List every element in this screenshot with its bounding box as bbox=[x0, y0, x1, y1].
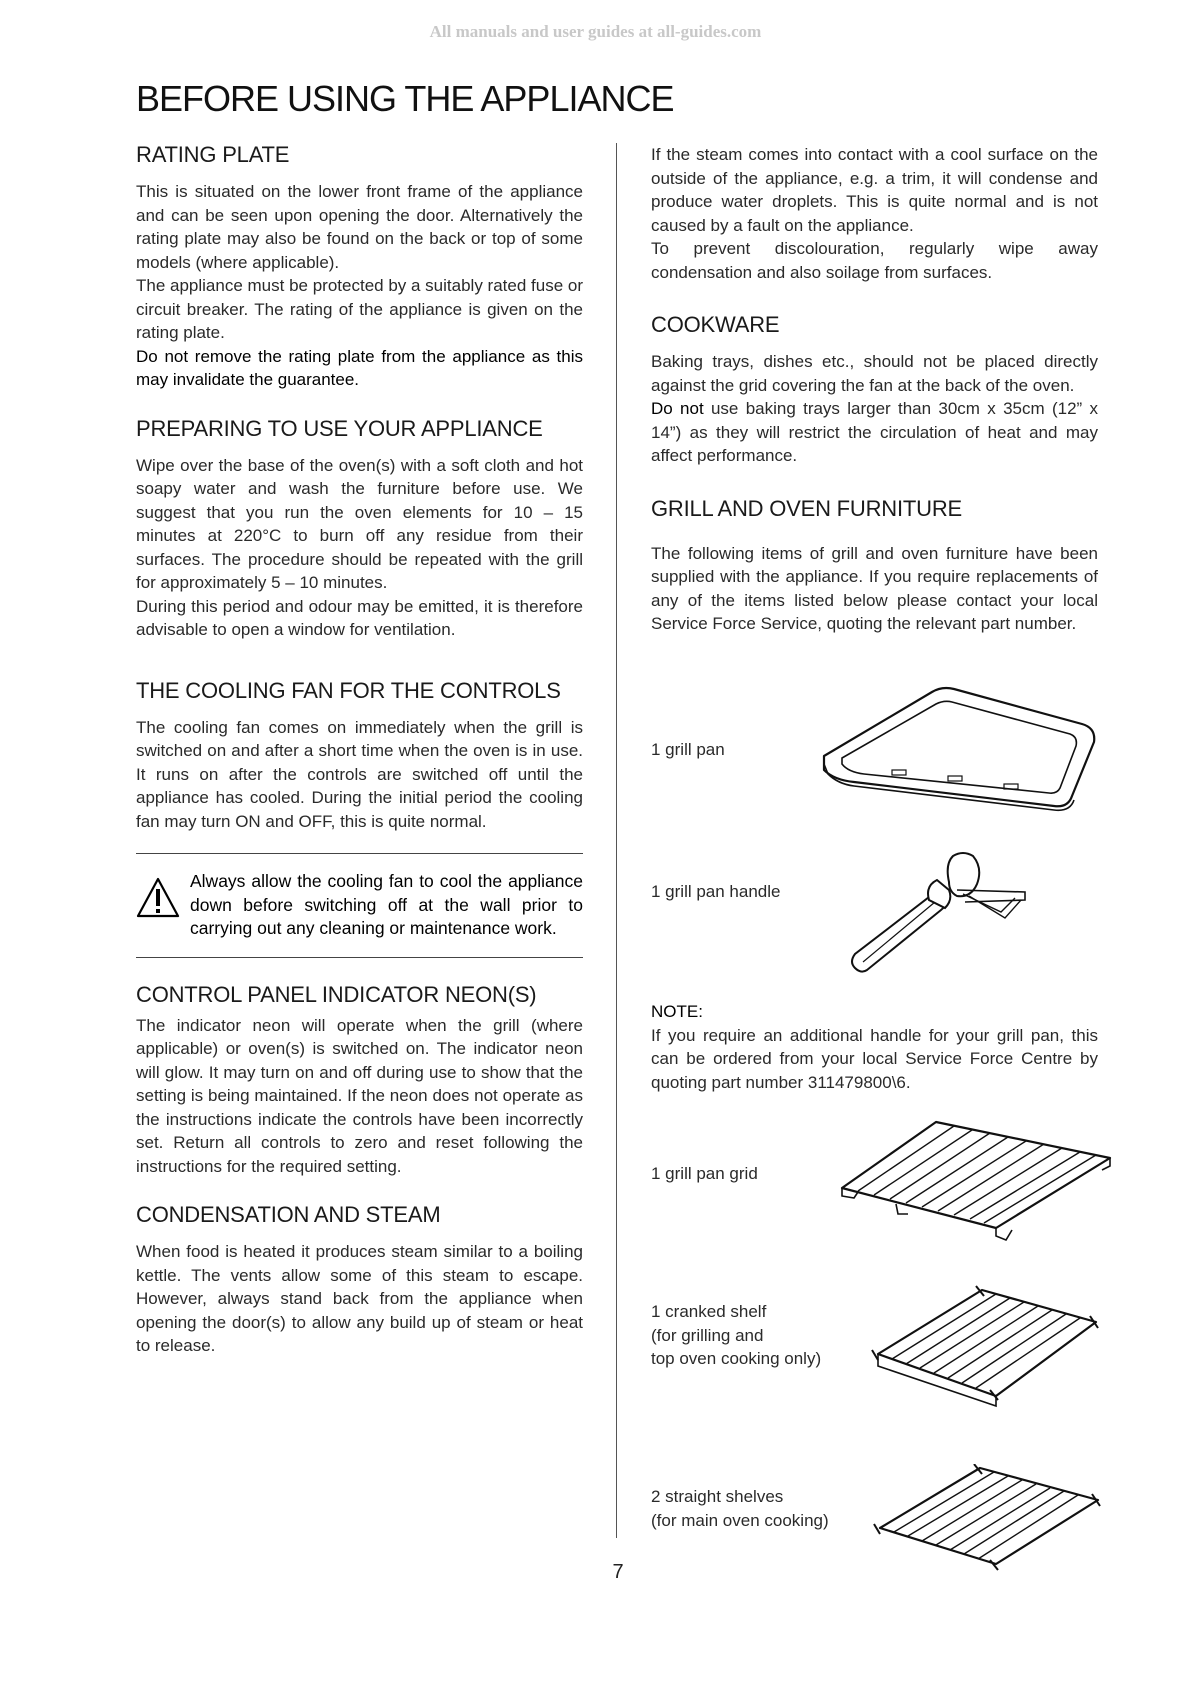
item-grill-pan-handle-label: 1 grill pan handle bbox=[651, 882, 781, 901]
warning-text: Always allow the cooling fan to cool the appliance down before switching off at the wall prior to carrying out any cleaning or maintenance work. bbox=[190, 871, 583, 938]
cooling-fan-heading: THE COOLING FAN FOR THE CONTROLS bbox=[136, 677, 561, 703]
cookware-p1: Baking trays, dishes etc., should not be placed directly against the grid covering the fan at the back of the oven. bbox=[651, 352, 1098, 395]
cookware-section bbox=[651, 312, 1098, 468]
column-divider bbox=[616, 143, 617, 1538]
rating-plate-heading: RATING PLATE bbox=[136, 142, 290, 167]
condensation-p1: When food is heated it produces steam similar to a boiling kettle. The vents allow some of this steam to escape. However, always stand back from the appliance when opening the door(s) to allow any build up of steam or heat to release. bbox=[136, 1242, 583, 1355]
note-text: If you require an additional handle for your grill pan, this can be ordered from your local Service Force Centre by quoting part number 311479800\6. bbox=[651, 1025, 1098, 1092]
rating-plate-p2: The appliance must be protected by a suitably rated fuse or circuit breaker. The rating of the appliance is given on the rating plate. bbox=[136, 276, 583, 342]
condensation-section bbox=[136, 1202, 583, 1358]
cranked-shelf-line3: top oven cooking only) bbox=[651, 1349, 822, 1368]
cookware-heading: COOKWARE bbox=[651, 312, 780, 337]
rating-plate-p1: This is situated on the lower front frame of the appliance and can be seen upon opening the door. Alternatively the rating plate may also be found on the back or top of some models (where applicable). bbox=[136, 182, 583, 272]
page-title: BEFORE USING THE APPLIANCE bbox=[136, 78, 674, 119]
condensation-continued bbox=[651, 143, 1098, 284]
neon-heading: CONTROL PANEL INDICATOR NEON(S) bbox=[136, 981, 537, 1007]
cooling-fan-p1: The cooling fan comes on immediately when the grill is switched on and after a short time when the oven is in use. It runs on after the controls are switched off until the appliance has cooled. During the initial period the cooling fan may turn ON and OFF, this is quite normal. bbox=[136, 717, 583, 831]
furniture-p1: The following items of grill and oven furniture have been supplied with the appliance. If you require replacements of any of the items listed below please contact your local Service Force Service, quoting the relevant part number. bbox=[651, 543, 1098, 633]
cookware-p2-rest: use baking trays larger than 30cm x 35cm (12” x 14”) as they will restrict the circulation of heat and may affect performance. bbox=[651, 399, 1098, 465]
cranked-shelf-line1: 1 cranked shelf bbox=[651, 1302, 767, 1321]
left-column bbox=[136, 142, 583, 1358]
cookware-p2 bbox=[651, 397, 1098, 468]
furniture-section bbox=[651, 496, 1098, 636]
condensation-heading: CONDENSATION AND STEAM bbox=[136, 1202, 441, 1227]
rating-plate-section bbox=[136, 142, 583, 392]
straight-shelves-line2: (for main oven cooking) bbox=[651, 1510, 829, 1530]
preparing-heading: PREPARING TO USE YOUR APPLIANCE bbox=[136, 415, 543, 441]
rating-plate-warning: Do not remove the rating plate from the appliance as this may invalidate the guarantee. bbox=[136, 346, 583, 389]
condensation-p2: If the steam comes into contact with a cool surface on the outside of the appliance, e.g. a trim, it will condense and produce water droplets. This is quite normal and is not caused by a fault on the appliance. bbox=[651, 145, 1098, 235]
cookware-do-not: Do not bbox=[651, 399, 704, 418]
item-cranked-shelf-label bbox=[651, 1300, 821, 1371]
condensation-p3: To prevent discolouration, regularly wipe away condensation and also soilage from surfaces. bbox=[651, 239, 1098, 282]
grill-pan-illustration bbox=[814, 684, 1104, 819]
watermark: All manuals and user guides at all-guides.com bbox=[429, 22, 762, 41]
preparing-p2: During this period and odour may be emitted, it is therefore advisable to open a window for ventilation. bbox=[136, 596, 583, 639]
warning-box bbox=[136, 853, 583, 958]
preparing-section bbox=[136, 416, 583, 642]
note-block bbox=[651, 1000, 1098, 1094]
grill-pan-handle-illustration bbox=[845, 850, 1035, 985]
preparing-p1: Wipe over the base of the oven(s) with a soft cloth and hot soapy water and wash the furniture before use. We suggest that you run the oven elements for 10 – 15 minutes at 220°C to burn off any residue from their surfaces. The procedure should be repeated with the grill for approximately 5 – 10 minutes. bbox=[136, 455, 583, 592]
note-title: NOTE: bbox=[651, 1002, 703, 1021]
warning-triangle-icon bbox=[136, 870, 190, 941]
furniture-heading: GRILL AND OVEN FURNITURE bbox=[651, 495, 962, 521]
page-number: 7 bbox=[612, 1561, 624, 1583]
grill-pan-grid-illustration bbox=[836, 1118, 1116, 1253]
neon-section bbox=[136, 982, 583, 1179]
straight-shelves-line1: 2 straight shelves bbox=[651, 1487, 784, 1506]
item-grill-pan-label: 1 grill pan bbox=[651, 740, 725, 759]
cooling-fan-section bbox=[136, 678, 583, 958]
cranked-shelf-illustration bbox=[870, 1282, 1110, 1417]
item-straight-shelves-label bbox=[651, 1485, 829, 1532]
item-grill-pan-grid-label: 1 grill pan grid bbox=[651, 1164, 758, 1183]
neon-p1: The indicator neon will operate when the grill (where applicable) or oven(s) is switched on. The indicator neon will glow. It may turn on and off during use to show that the setting is being maintained. If the neon does not operate as the instructions indicate the controls have been incorrectly set. Return all controls to zero and reset following the instructions for the required setting. bbox=[136, 1015, 583, 1176]
right-column bbox=[651, 143, 1098, 636]
cranked-shelf-line2: (for grilling and bbox=[651, 1325, 764, 1345]
